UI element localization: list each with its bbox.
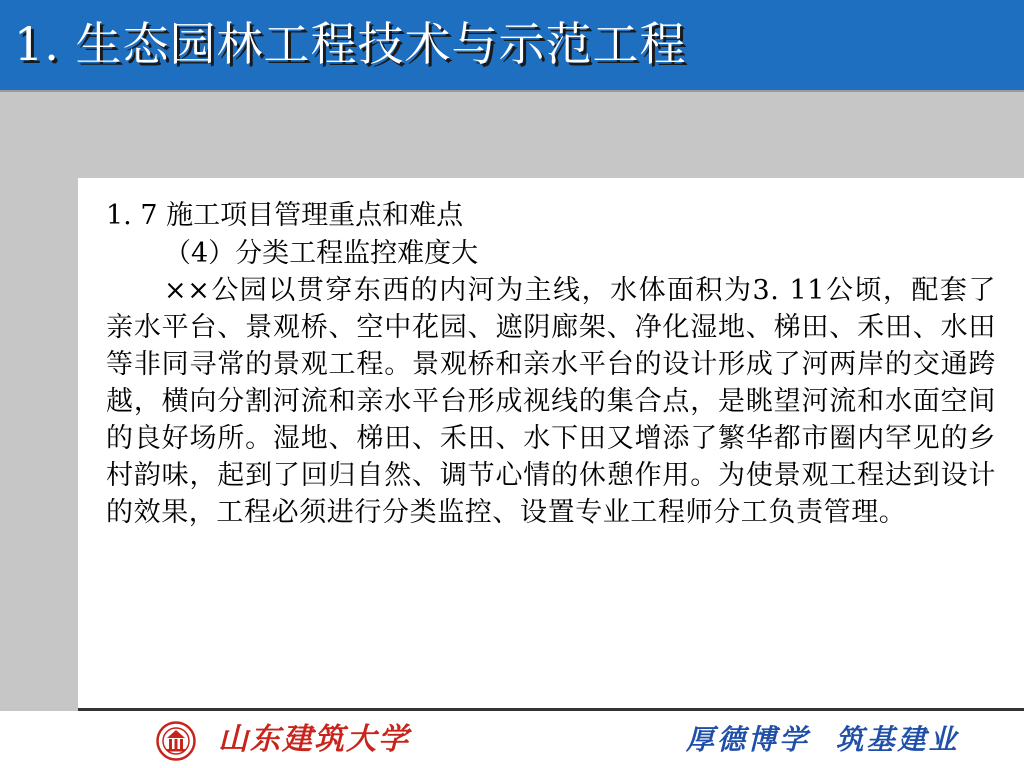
content-panel — [78, 178, 1024, 708]
university-motto: 厚德博学 筑基建业 — [686, 723, 960, 756]
title-bar — [0, 0, 1024, 90]
title-divider — [0, 90, 1024, 92]
university-name: 山东建筑大学 — [218, 722, 410, 757]
section-subheading: （4）分类工程监控难度大 — [164, 238, 479, 269]
slide-title: 1. 生态园林工程技术与示范工程 — [14, 17, 687, 71]
text-block — [106, 196, 996, 531]
body-paragraph: ××公园以贯穿东西的内河为主线，水体面积为3. 11公顷，配套了亲水平台、景观桥、空中花园、遮阴廊架、净化湿地、梯田、禾田、水田等非同寻常的景观工程。景观桥和亲水平台的设计形成了河两岸的交通跨越，横向分割河流和亲水平台形成视线的集合点，是眺望河流和水面空间的良好场所。湿地、梯田、禾田、水下田又增添了繁华都市圈内罕见的乡村韵味，起到了回归自然、调节心情的休憩作用。为使景观工程达到设计的效果，工程必须进行分类监控、设置专业工程师分工负责管理。 — [106, 275, 996, 528]
footer — [0, 711, 1024, 768]
university-seal-icon — [156, 721, 196, 761]
section-heading: 1. 7 施工项目管理重点和难点 — [106, 200, 464, 231]
